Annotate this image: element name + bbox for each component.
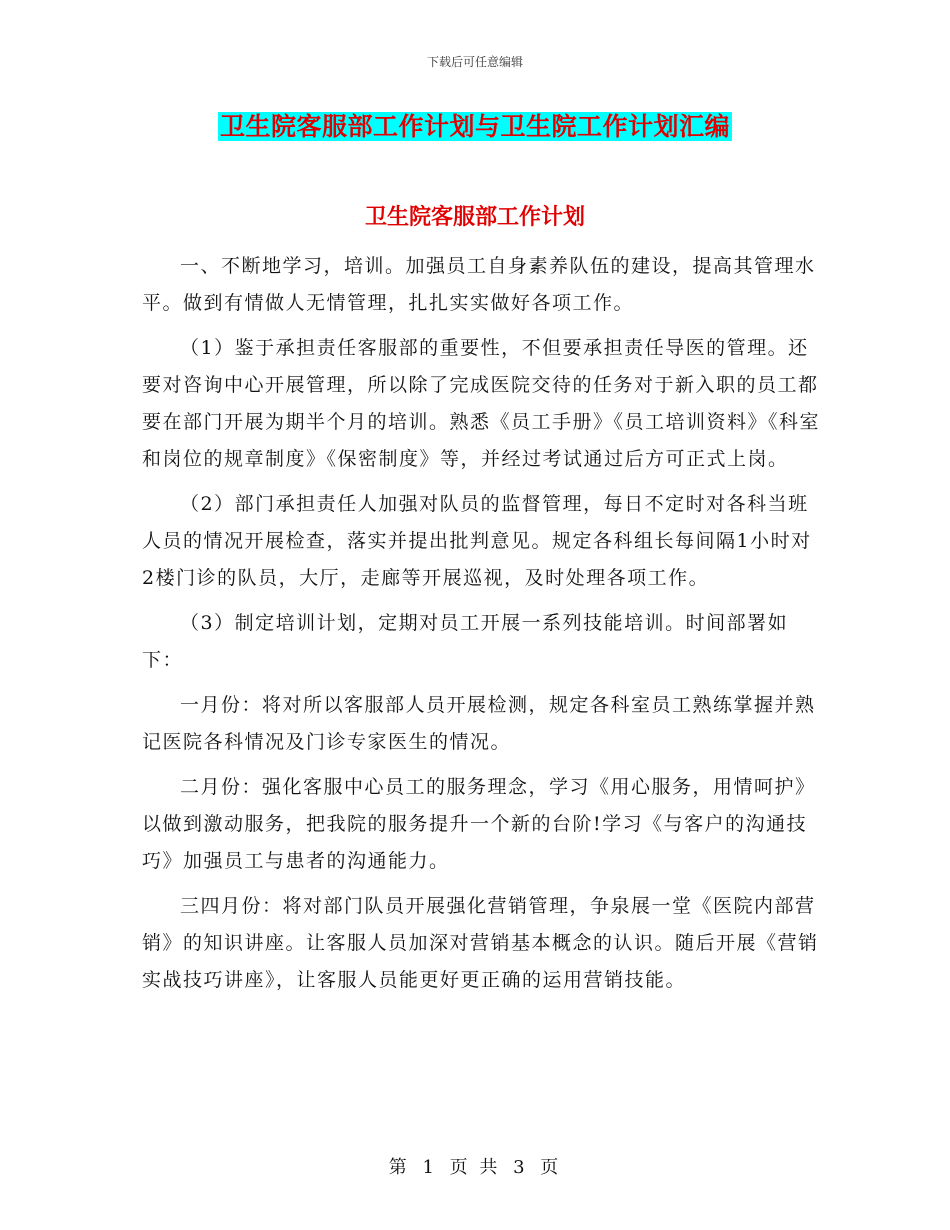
footer-total-pages: 3 — [513, 1157, 528, 1178]
paragraph: （3）制定培训计划，定期对员工开展一系列技能培训。时间部署如下： — [142, 612, 789, 671]
footer-suffix: 页 — [540, 1157, 562, 1178]
page-footer — [0, 1153, 950, 1179]
footer-middle: 页 共 — [449, 1157, 501, 1178]
document-title — [0, 111, 950, 143]
header-note: 下载后可任意编辑 — [426, 55, 523, 69]
paragraph: 二月份：强化客服中心员工的服务理念，学习《用心服务，用情呵护》以做到激动服务，把我院的服务提升一个新的台阶!学习《与客户的沟通技巧》加强员工与患者的沟通能力。 — [142, 776, 816, 872]
paragraph: 一、不断地学习，培训。加强员工自身素养队伍的建设，提高其管理水平。做到有情做人无情管理，扎扎实实做好各项工作。 — [142, 255, 816, 314]
document-body — [142, 248, 822, 1007]
footer-prefix: 第 — [388, 1157, 410, 1178]
paragraph: （2）部门承担责任人加强对队员的监督管理，每日不定时对各科当班人员的情况开展检查，落实并提出批判意见。规定各科组长每间隔1小时对2楼门诊的队员，大厅，走廊等开展巡视，及时处理各项工作。 — [142, 493, 812, 589]
paragraph: 三四月份：将对部门队员开展强化营销管理，争泉展一堂《医院内部营销》的知识讲座。让客服人员加深对营销基本概念的认识。随后开展《营销实战技巧讲座》，让客服人员能更好更正确的运用营销技能。 — [142, 895, 819, 991]
section-title: 卫生院客服部工作计划 — [364, 204, 585, 230]
footer-page-number: 1 — [422, 1157, 437, 1178]
document-title-text: 卫生院客服部工作计划与卫生院工作计划汇编 — [219, 112, 730, 141]
paragraph: 一月份：将对所以客服部人员开展检测，规定各科室员工熟练掌握并熟记医院各科情况及门诊专家医生的情况。 — [142, 694, 816, 753]
paragraph: （1）鉴于承担责任客服部的重要性，不但要承担责任导医的管理。还要对咨询中心开展管理，所以除了完成医院交待的任务对于新入职的员工都要在部门开展为期半个月的培训。熟悉《员工手册》《员工培训资料》《科室和岗位的规章制度》《保密制度》等，并经过考试通过后方可正式上岗。 — [142, 337, 821, 470]
